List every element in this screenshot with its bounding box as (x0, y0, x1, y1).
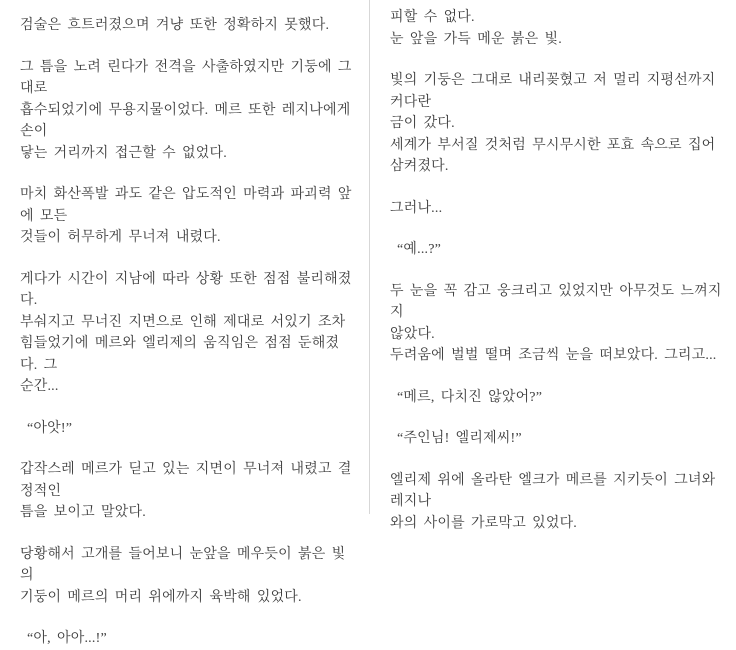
text-line: 게다가 시간이 지남에 따라 상황 또한 점점 불리해졌다. (20, 271, 352, 308)
text-line: 두 눈을 꼭 감고 웅크리고 있었지만 아무것도 느껴지지 (390, 283, 722, 320)
paragraph (390, 7, 726, 50)
text-line: 눈 앞을 가득 메운 붉은 빛. (390, 31, 562, 47)
text-line: “메르, 다치진 않았어?” (397, 389, 543, 405)
paragraph (20, 57, 355, 165)
text-line: “아, 아아...!” (27, 631, 107, 646)
text-line: 금이 갔다. (390, 116, 455, 131)
text-line: 검술은 흐트러졌으며 겨냥 또한 정확하지 못했다. (20, 18, 330, 33)
text-line: “아앗!” (27, 420, 73, 436)
paragraph (390, 198, 726, 220)
paragraph (390, 281, 726, 367)
text-line: 두려움에 벌벌 떨며 조금씩 눈을 떠보았다. 그리고... (390, 348, 717, 363)
paragraph (20, 269, 355, 398)
paragraph (20, 184, 355, 249)
text-line: 와의 사이를 가로막고 있었다. (390, 515, 577, 531)
dialogue-paragraph (390, 387, 726, 409)
text-line: 부숴지고 무너진 지면으로 인해 제대로 서있기 조차 (20, 314, 346, 330)
dialogue-paragraph (390, 428, 726, 450)
text-line: 그러나... (390, 200, 443, 216)
paragraph (20, 15, 355, 37)
text-line: 그 틈을 노려 린다가 전격을 사출하였지만 기둥에 그대로 (20, 59, 352, 96)
text-line: 마치 화산폭발 과도 같은 압도적인 마력과 파괴력 앞에 모든 (20, 187, 352, 224)
text-line: 않았다. (390, 326, 435, 342)
dialogue-paragraph (20, 418, 355, 440)
left-page-column (0, 0, 369, 646)
dialogue-paragraph (20, 628, 355, 650)
text-line: 피할 수 없다. (390, 10, 475, 25)
text-line: “주인님! 엘리제씨!” (397, 431, 522, 446)
text-line: 흡수되었기에 무용지물이었다. 메르 또한 레지나에게 손이 (20, 102, 357, 139)
paragraph (20, 544, 355, 609)
text-line: 세계가 부서질 것처럼 무시무시한 포효 속으로 집어삼켜졌다. (390, 137, 716, 174)
paragraph (390, 70, 726, 178)
text-line: “예...?” (397, 242, 442, 257)
text-line: 순간... (20, 379, 59, 394)
text-line: 엘리제 위에 올라탄 엘크가 메르를 지키듯이 그녀와 레지나 (390, 472, 722, 509)
text-line: 갑작스레 메르가 딛고 있는 지면이 무너져 내렸고 결정적인 (20, 462, 352, 499)
text-line: 닿는 거리까지 접근할 수 없었다. (20, 145, 227, 161)
text-line: 기둥이 메르의 머리 위에까지 육박해 있었다. (20, 589, 302, 605)
text-line: 당황해서 고개를 들어보니 눈앞을 메우듯이 붉은 빛의 (20, 546, 346, 583)
paragraph (20, 459, 355, 524)
text-line: 힘들었기에 메르와 엘리제의 움직임은 점점 둔해졌다. 그 (20, 336, 340, 373)
text-line: 틈을 보이고 말았다. (20, 505, 146, 520)
paragraph (390, 470, 726, 535)
text-line: 것들이 허무하게 무너져 내렸다. (20, 230, 221, 245)
right-page-column (370, 0, 736, 531)
text-line: 빛의 기둥은 그대로 내리꽂혔고 저 멀리 지평선까지 커다란 (390, 73, 722, 110)
dialogue-paragraph (390, 239, 726, 261)
